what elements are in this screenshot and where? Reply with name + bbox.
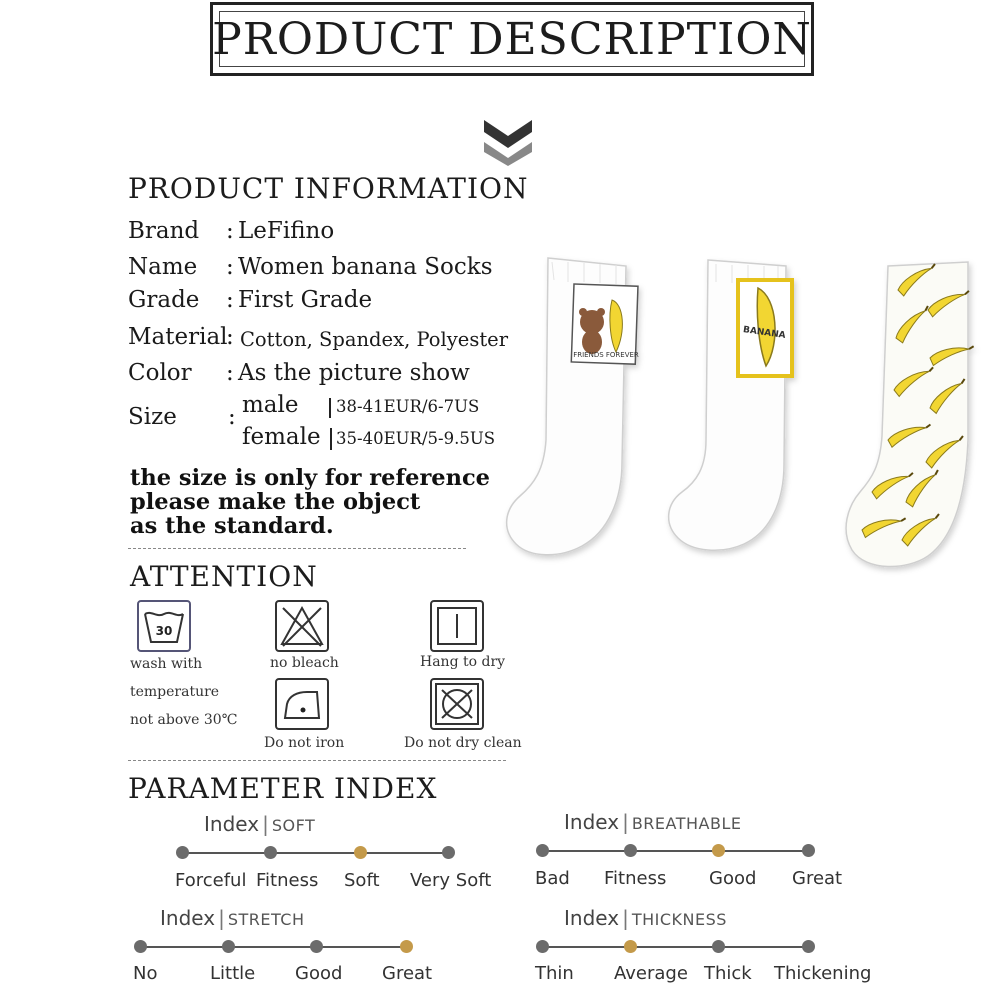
info-colon: : <box>226 360 234 386</box>
param-dot <box>536 844 549 857</box>
param-dot <box>400 940 413 953</box>
info-row-material <box>0 324 520 354</box>
param-option: Great <box>792 868 843 889</box>
param-track <box>140 946 408 948</box>
wash-icon <box>137 600 191 652</box>
sock-print-text: FRIENDS FOREVER <box>573 351 639 359</box>
socks-photo <box>468 240 1000 600</box>
no-bleach-icon <box>275 600 329 652</box>
param-dot <box>222 940 235 953</box>
param-dot <box>134 940 147 953</box>
info-value: First Grade <box>238 287 373 313</box>
param-option: Bad <box>535 868 570 889</box>
info-colon: : <box>226 218 234 244</box>
no-dry-clean-icon <box>430 678 484 730</box>
attention-title: ATTENTION <box>130 560 318 593</box>
param-index-label: Index <box>564 810 620 834</box>
param-index-label: Index <box>204 812 260 836</box>
param-option: Forceful <box>175 870 247 891</box>
param-dot <box>624 844 637 857</box>
param-dot <box>802 844 815 857</box>
hang-dry-icon <box>430 600 484 652</box>
info-row-color <box>0 360 520 390</box>
param-option: Fitness <box>604 868 667 889</box>
param-option: Very Soft <box>410 870 492 891</box>
info-label: Name <box>128 254 198 280</box>
param-option: Fitness <box>256 870 319 891</box>
sock-print-text: BANANA <box>742 325 787 341</box>
size-note-line: please make the object <box>130 489 421 515</box>
param-option: Good <box>295 963 343 984</box>
size-colon: : <box>228 404 236 430</box>
param-option: Little <box>210 963 256 984</box>
param-name: BREATHABLE <box>631 814 742 833</box>
param-option: Thin <box>535 963 574 984</box>
param-option: Good <box>709 868 757 889</box>
size-note-line: as the standard. <box>130 513 334 539</box>
info-value: Cotton, Spandex, Polyester <box>240 328 509 351</box>
wash-label-line: temperature <box>130 684 220 700</box>
sock-banana-pattern <box>846 262 976 567</box>
divider <box>128 548 466 549</box>
param-dot <box>802 940 815 953</box>
param-title-soft: Index | SOFT <box>204 812 316 836</box>
size-label: Size <box>128 404 177 430</box>
param-index-label: Index <box>160 906 216 930</box>
param-option: No <box>133 963 158 984</box>
divider <box>128 760 506 761</box>
info-colon: : <box>226 324 234 350</box>
param-name: THICKNESS <box>631 910 727 929</box>
param-dot <box>536 940 549 953</box>
chevron-down-icon <box>482 118 534 166</box>
param-option: Great <box>382 963 433 984</box>
info-label: Material <box>128 324 228 350</box>
info-row-name <box>0 254 520 284</box>
param-track <box>542 850 810 852</box>
param-dot <box>712 940 725 953</box>
info-label: Grade <box>128 287 200 313</box>
size-note <box>130 466 490 538</box>
param-dot <box>624 940 637 953</box>
product-info-title: PRODUCT INFORMATION <box>128 172 529 205</box>
param-dot <box>712 844 725 857</box>
param-dot <box>442 846 455 859</box>
info-value: LeFifino <box>238 218 335 244</box>
no-iron-label: Do not iron <box>264 735 345 751</box>
param-option: Thick <box>704 963 752 984</box>
hang-dry-label: Hang to dry <box>420 654 506 670</box>
info-label: Brand <box>128 218 200 244</box>
size-note-line: the size is only for reference <box>130 465 490 491</box>
wash-label-line: not above 30℃ <box>130 712 238 728</box>
param-title-stretch: Index | STRETCH <box>160 906 305 930</box>
param-name: STRETCH <box>227 910 305 929</box>
size-male-value: 38-41EUR/6-7US <box>336 397 480 416</box>
param-title-breathable: Index | BREATHABLE <box>564 810 742 834</box>
param-option: Average <box>614 963 688 984</box>
info-value: As the picture show <box>238 360 470 386</box>
size-separator <box>329 398 331 418</box>
parameter-index-title: PARAMETER INDEX <box>128 772 438 805</box>
param-title-thickness: Index | THICKNESS <box>564 906 727 930</box>
info-row-brand <box>0 218 520 248</box>
param-option: Soft <box>344 870 380 891</box>
no-bleach-label: no bleach <box>270 655 339 671</box>
param-track <box>182 852 450 854</box>
param-dot <box>310 940 323 953</box>
param-dot <box>176 846 189 859</box>
size-separator <box>330 428 332 450</box>
info-row-grade <box>0 287 520 317</box>
param-index-label: Index <box>564 906 620 930</box>
page-title: PRODUCT DESCRIPTION <box>212 13 812 65</box>
sock-friends <box>507 258 639 555</box>
no-iron-icon <box>275 678 329 730</box>
sock-banana-card <box>669 260 792 550</box>
wash-temp-text: 30 <box>155 624 173 638</box>
size-female-label: female <box>242 424 321 450</box>
info-value: Women banana Socks <box>238 254 493 280</box>
size-male-label: male <box>242 392 299 418</box>
info-colon: : <box>226 287 234 313</box>
info-label: Color <box>128 360 192 386</box>
info-colon: : <box>226 254 234 280</box>
wash-label-line: wash with <box>130 656 203 672</box>
param-track <box>542 946 810 948</box>
no-dry-clean-label: Do not dry clean <box>404 735 522 751</box>
param-dot <box>354 846 367 859</box>
size-female-value: 35-40EUR/5-9.5US <box>336 429 496 448</box>
param-name: SOFT <box>271 816 316 835</box>
param-option: Thickening <box>774 963 872 984</box>
header-banner <box>210 2 814 76</box>
header-inner-frame <box>212 11 812 67</box>
param-dot <box>264 846 277 859</box>
